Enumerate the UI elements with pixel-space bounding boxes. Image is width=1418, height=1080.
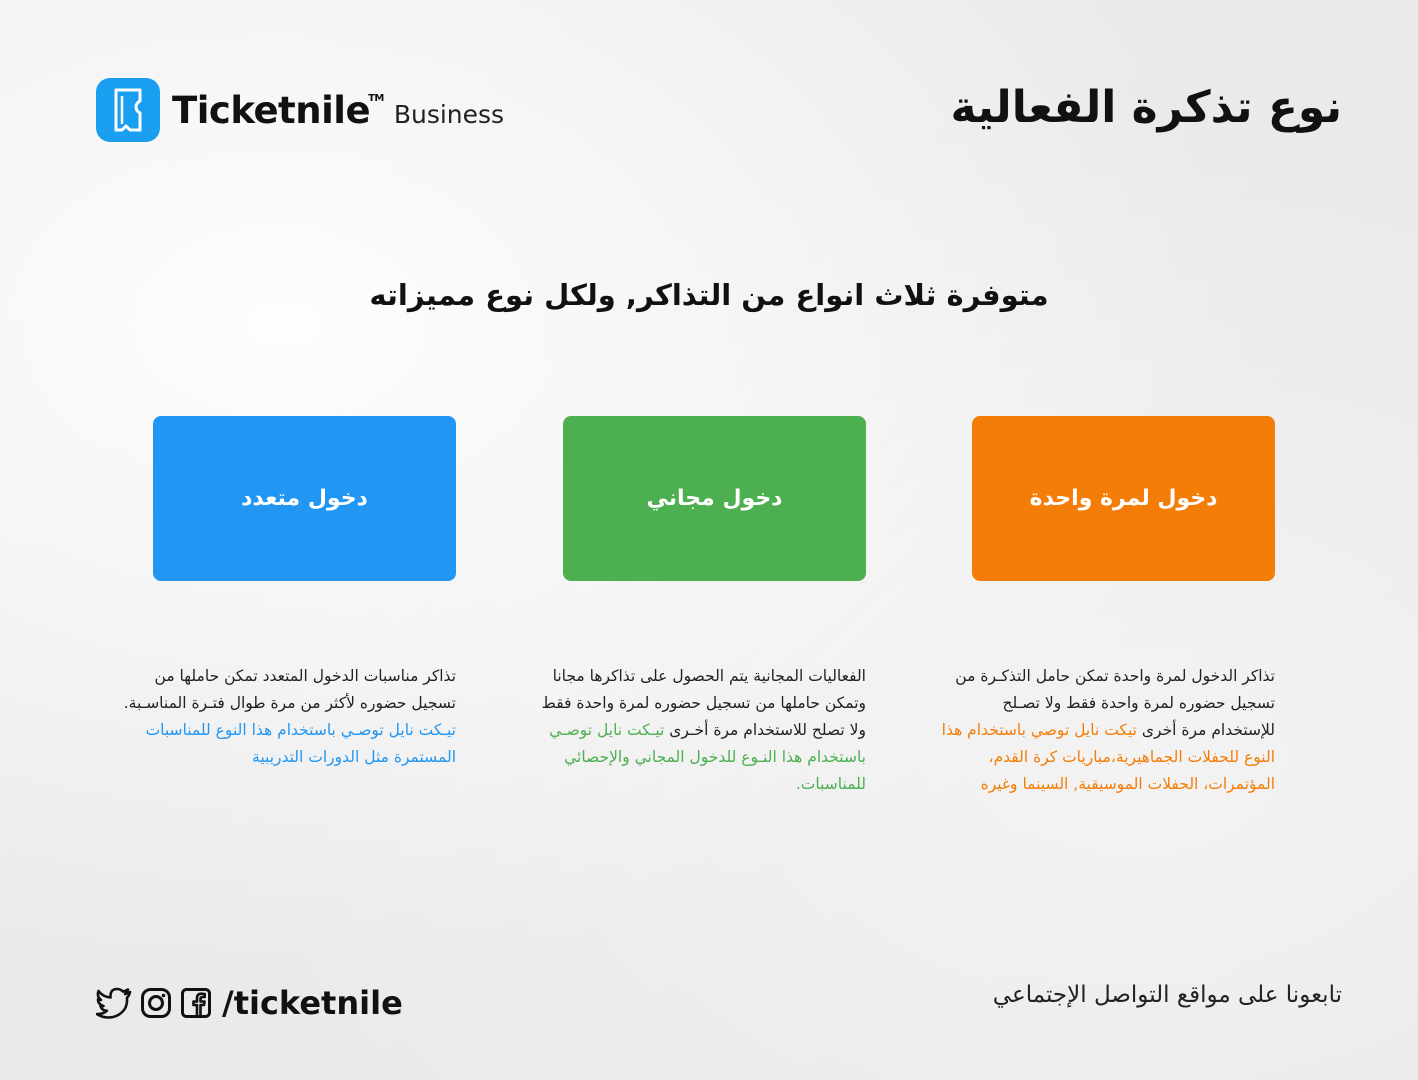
brand-sub: Business: [393, 99, 505, 129]
description-text: تذاكر مناسبات الدخول المتعدد تمكن حاملها من تسجيل حضوره لأكثر من مرة طوال فتـرة المناسـبة.: [123, 667, 456, 712]
description-multi-entry: [116, 663, 456, 771]
description-text: تذاكر الدخول لمرة واحدة تمكن حامل التذكـرة من تسجيل حضوره لمرة واحدة فقط ولا تصـلح للإستخدام مرة أخرى: [955, 667, 1275, 739]
twitter-icon[interactable]: [96, 987, 132, 1019]
description-text: الفعاليات المجانية يتم الحصول على تذاكرها مجانا وتمكن حاملها من تسجيل حضوره لمرة واحدة فقط ولا تصلح للاستخدام مرة أخـرى: [541, 667, 866, 739]
card-single-entry: دخول لمرة واحدة: [972, 416, 1275, 581]
social-links: [96, 984, 403, 1022]
ticket-icon: [96, 78, 160, 142]
card-free-entry: دخول مجاني: [563, 416, 866, 581]
description-highlight: تيكت نايل توصي باستخدام هذا النوع للحفلات الجماهيرية،مباريات كرة القدم، المؤتمرات، الحفلات الموسيقية, السينما وغيره: [941, 721, 1275, 793]
subtitle: متوفرة ثلاث انواع من التذاكر, ولكل نوع مميزاته: [369, 278, 1049, 312]
follow-text: تابعونا على مواقع التواصل الإجتماعي: [992, 982, 1342, 1008]
description-highlight: تيـكت نايل توصـي باستخدام هذا النوع للمناسبات المستمرة مثل الدورات التدريبية: [145, 721, 456, 766]
instagram-icon[interactable]: [140, 987, 172, 1019]
brand-name: Ticketnile™: [172, 88, 384, 132]
page-title: نوع تذكرة الفعالية: [950, 82, 1342, 133]
description-highlight: تيـكت نايل توصـي باستخدام هذا النـوع للدخول المجاني والإحصائي للمناسبات.: [549, 721, 866, 793]
ticketnile-logo: [96, 78, 504, 142]
facebook-icon[interactable]: [180, 987, 212, 1019]
card-multi-entry: دخول متعدد: [153, 416, 456, 581]
description-free-entry: [526, 663, 866, 798]
social-handle[interactable]: /ticketnile: [222, 984, 403, 1022]
description-single-entry: [935, 663, 1275, 798]
